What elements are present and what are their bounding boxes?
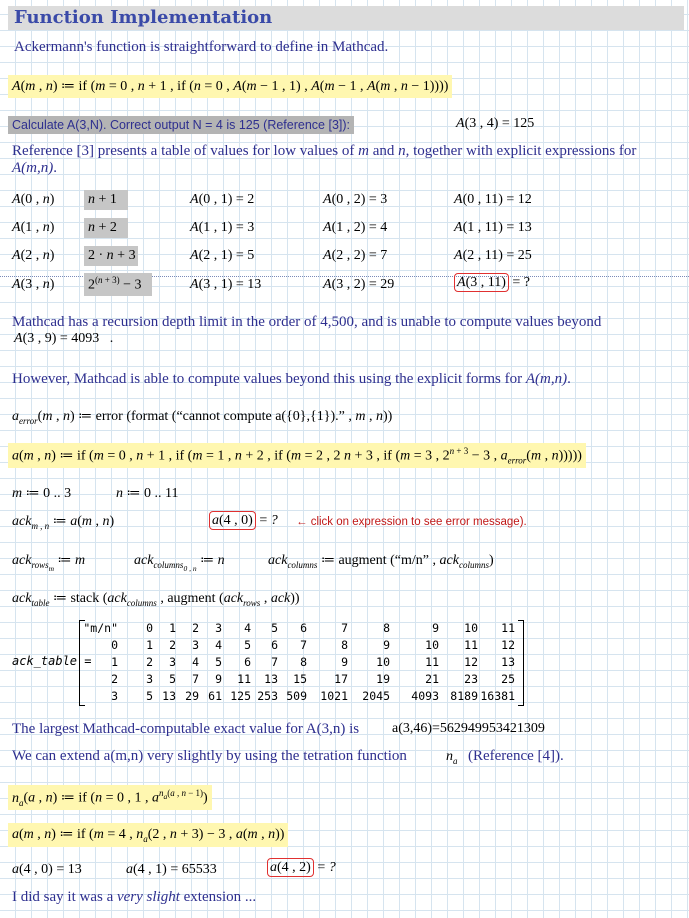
matrix-cell: 4093: [411, 689, 439, 703]
matrix-cell: 2045: [362, 689, 390, 703]
reference-text-2: A(m,n).: [12, 160, 57, 176]
matrix-cell: 8: [341, 638, 348, 652]
matrix-cell: 9: [383, 638, 390, 652]
matrix-cell: 4: [244, 621, 251, 635]
acktable-label: ack_table =: [12, 654, 92, 668]
ackermann-definition[interactable]: A(m , n) ≔ if (m = 0 , n + 1 , if (n = 0 , A(m − 1 , 1) , A(m − 1 , A(m , n − 1)))): [8, 75, 452, 98]
recursion-text: Mathcad has a recursion depth limit in the order of 4,500, and is unable to compute values beyond: [12, 314, 602, 330]
table-row-lhs: A(0 , n): [12, 192, 55, 207]
range-n[interactable]: n ≔ 0 .. 11: [116, 486, 179, 501]
however-text: However, Mathcad is able to compute values beyond this using the explicit forms for A(m,n).: [12, 371, 571, 387]
table-row-cell[interactable]: A(3 , 2) = 29: [323, 277, 395, 292]
table-row-expr[interactable]: 2 · n + 3: [84, 246, 138, 266]
page-title: Function Implementation: [14, 7, 273, 28]
matrix-cell: 12: [501, 638, 515, 652]
matrix-cell: 4: [215, 638, 222, 652]
matrix-cell: 11: [237, 672, 251, 686]
matrix-cell: 29: [185, 689, 199, 703]
matrix-cell: 253: [257, 689, 278, 703]
matrix-cell: 10: [376, 655, 390, 669]
table-row-cell[interactable]: A(2 , 11) = 25: [454, 248, 532, 263]
calc-result[interactable]: A(3 , 4) = 125: [456, 116, 535, 131]
matrix-cell: 3: [215, 621, 222, 635]
matrix-cell: 19: [376, 672, 390, 686]
matrix-cell: 9: [432, 621, 439, 635]
matrix-cell: 3: [192, 638, 199, 652]
title-bar: [8, 6, 684, 30]
matrix-cell: 25: [501, 672, 515, 686]
ackcolumns-augment[interactable]: ack$_{columns}$ ≔ augment (“m/n” , ack$_{columns}$): [268, 553, 494, 570]
matrix-cell: 1021: [320, 689, 348, 703]
matrix-cell: 125: [230, 689, 251, 703]
matrix-cell: 61: [208, 689, 222, 703]
matrix-cell: 5: [146, 689, 153, 703]
table-row-cell[interactable]: A(1 , 1) = 3: [190, 220, 255, 235]
matrix-cell: 13: [162, 689, 176, 703]
extend-text-a: We can extend a(m,n) very slightly by using the tetration function: [12, 748, 407, 764]
matrix-cell: 2: [192, 621, 199, 635]
matrix-cell: 11: [464, 638, 478, 652]
matrix-cell: 2: [146, 655, 153, 669]
a-extended-definition[interactable]: a(m , n) ≔ if (m = 4 , $n_a(2$ , n + 3) − 3 , a(m , n)): [8, 823, 288, 847]
matrix-cell: 4: [192, 655, 199, 669]
click-note: ← click on expression to see error message).: [296, 516, 527, 528]
table-row-cell[interactable]: A(0 , 11) = 12: [454, 192, 532, 207]
matrix-cell: 2: [169, 638, 176, 652]
matrix-cell: 11: [501, 621, 515, 635]
calc-label: Calculate A(3,N). Correct output N = 4 is 125 (Reference [3]):: [8, 116, 354, 134]
matrix-cell: 1: [169, 621, 176, 635]
matrix-cell: 13: [264, 672, 278, 686]
table-row-cell[interactable]: A(3 , 1) = 13: [190, 277, 262, 292]
matrix-cell: 21: [425, 672, 439, 686]
matrix-cell: 16381: [480, 689, 515, 703]
table-row-expr[interactable]: $2^{(n + 3)} - 3$: [84, 273, 152, 296]
table-row-cell[interactable]: A(1 , 2) = 4: [323, 220, 388, 235]
matrix-cell: 3: [169, 655, 176, 669]
matrix-bracket-right: [518, 620, 524, 706]
matrix-cell: 10: [425, 638, 439, 652]
na-symbol: $n_a$: [446, 749, 458, 766]
matrix-cell: 0: [111, 638, 118, 652]
matrix-cell: 2: [111, 672, 118, 686]
table-row-cell[interactable]: A(2 , 2) = 7: [323, 248, 388, 263]
ackrows-definition[interactable]: ack$_{rows_m}$ ≔ m: [12, 553, 86, 573]
ack-definition[interactable]: ack$_{m , n}$ ≔ a(m , n): [12, 514, 115, 531]
table-row-cell[interactable]: A(1 , 11) = 13: [454, 220, 532, 235]
table-row-expr[interactable]: n + 1: [84, 190, 128, 210]
result-a41[interactable]: a(4 , 1) = 65533: [126, 862, 217, 877]
matrix-cell: 6: [300, 621, 307, 635]
matrix-cell: 0: [146, 621, 153, 635]
matrix-cell: 6: [244, 655, 251, 669]
matrix-cell: 1: [146, 638, 153, 652]
matrix-cell: 12: [464, 655, 478, 669]
table-row-cell[interactable]: A(0 , 1) = 2: [190, 192, 255, 207]
table-row-cell[interactable]: A(0 , 2) = 3: [323, 192, 388, 207]
matrix-cell: 15: [293, 672, 307, 686]
matrix-cell: 5: [271, 621, 278, 635]
extend-text-b: (Reference [4]).: [468, 748, 564, 764]
table-row-lhs: A(3 , n): [12, 277, 55, 292]
na-definition[interactable]: $n_a(a$ , n) ≔ if (n = 0 , 1 , $a^{n_a(a , n - 1)}$): [8, 785, 212, 810]
table-row-lhs: A(2 , n): [12, 248, 55, 263]
recursion-value[interactable]: A(3 , 9) = 4093 .: [14, 331, 114, 346]
matrix-cell: 7: [271, 655, 278, 669]
matrix-cell: 8189: [450, 689, 478, 703]
matrix-cell: 10: [464, 621, 478, 635]
matrix-cell: 8: [383, 621, 390, 635]
matrix-cell: 11: [425, 655, 439, 669]
matrix-cell: 6: [271, 638, 278, 652]
matrix-cell: 8: [300, 655, 307, 669]
matrix-cell: 3: [146, 672, 153, 686]
matrix-cell: 5: [215, 655, 222, 669]
closing-text: I did say it was a very slight extension ...: [12, 889, 257, 905]
range-m[interactable]: m ≔ 0 .. 3: [12, 486, 72, 501]
matrix-cell: 9: [215, 672, 222, 686]
reference-text-1: Reference [3] presents a table of values for low values of m and n, together with explicit expressions for: [12, 143, 637, 159]
matrix-cell: "m/n": [83, 621, 118, 635]
matrix-cell: 23: [464, 672, 478, 686]
table-row-lhs: A(1 , n): [12, 220, 55, 235]
largest-text: The largest Mathcad-computable exact value for A(3,n) is: [12, 721, 360, 737]
matrix-cell: 9: [341, 655, 348, 669]
table-row-expr[interactable]: n + 2: [84, 218, 128, 238]
intro-text: Ackermann's function is straightforward to define in Mathcad.: [14, 39, 389, 55]
a40-error[interactable]: a(4 , 0) = ?: [209, 513, 278, 529]
matrix-cell: 509: [286, 689, 307, 703]
result-a42[interactable]: a(4 , 2) = ?: [267, 860, 336, 876]
matrix-cell: 13: [501, 655, 515, 669]
table-row-cell[interactable]: A(2 , 1) = 5: [190, 248, 255, 263]
matrix-cell: 5: [244, 638, 251, 652]
aerror-definition[interactable]: $a_{error}(m$ , n) ≔ error (format (“cannot compute a({0},{1}).” , m , n)): [12, 409, 393, 426]
a-definition[interactable]: a(m , n) ≔ if (m = 0 , n + 1 , if (m = 1 , n + 2 , if (m = 2 , 2 n + 3 , if (m = 3 , $2^{n + 3} - 3$ , $a_{error}(m$ , n))))): [8, 443, 586, 468]
matrix-cell: 3: [111, 689, 118, 703]
result-a40[interactable]: a(4 , 0) = 13: [12, 862, 82, 877]
matrix-cell: 1: [111, 655, 118, 669]
matrix-cell: 5: [169, 672, 176, 686]
acktable-definition[interactable]: ack$_{table}$ ≔ stack (ack$_{columns}$ , augment (ack$_{rows}$ , ack)): [12, 591, 300, 608]
matrix-cell: 7: [341, 621, 348, 635]
matrix-cell: 7: [300, 638, 307, 652]
matrix-cell: 7: [192, 672, 199, 686]
matrix-cell: 17: [334, 672, 348, 686]
table-row-cell-error[interactable]: A(3 , 11) = ?: [454, 275, 530, 291]
ackcolumns-definition[interactable]: ack$_{columns_{0 , n}}$ ≔ n: [134, 553, 225, 573]
largest-value[interactable]: a(3,46)=562949953421309: [392, 721, 545, 736]
